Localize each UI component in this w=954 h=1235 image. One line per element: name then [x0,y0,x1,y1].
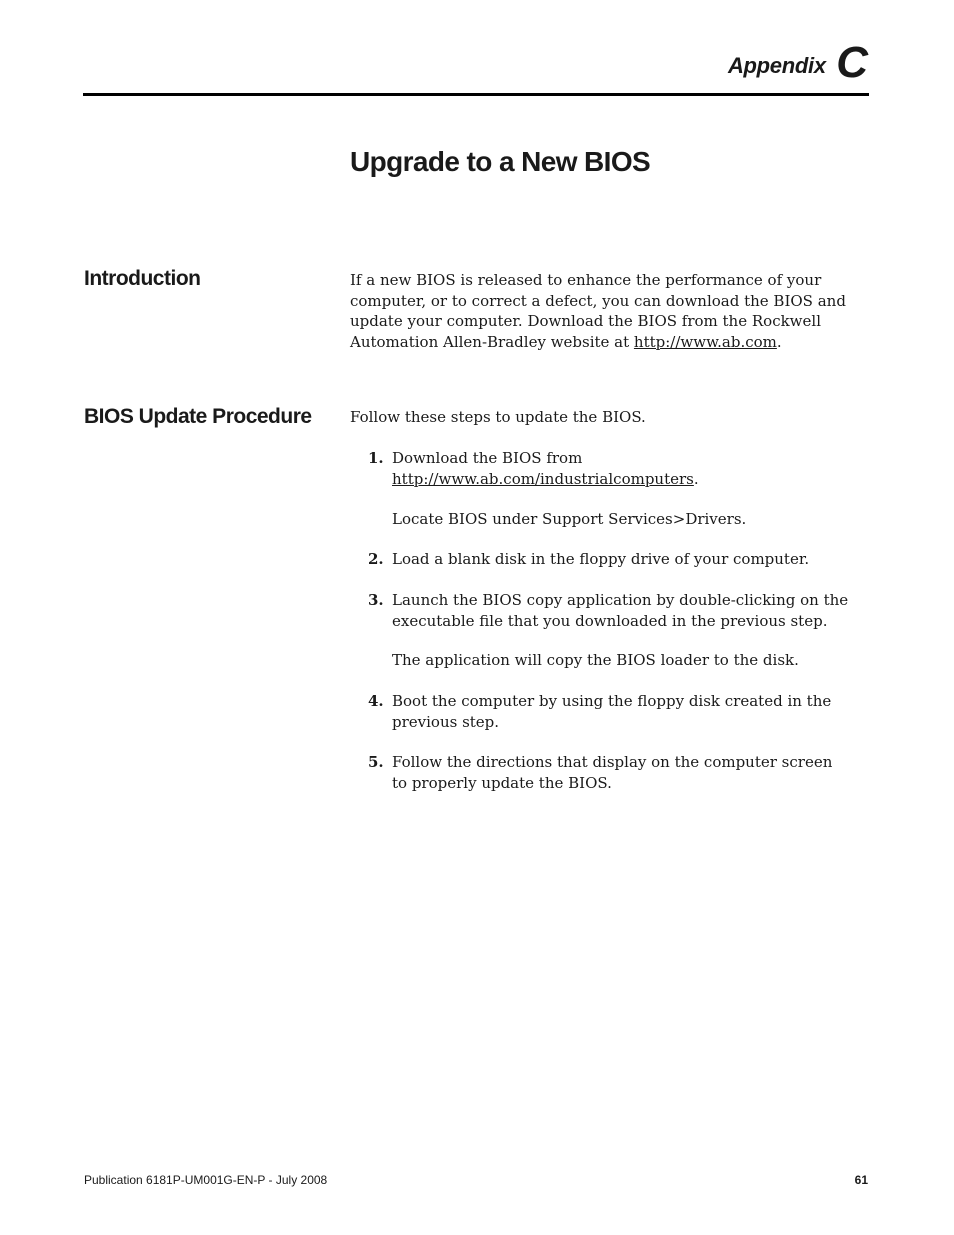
step-text: Launch the BIOS copy application by double-clicking on the executable file that you downloaded in the previous step. [392,591,849,630]
procedure-heading: BIOS Update Procedure [84,405,312,428]
introduction-text: If a new BIOS is released to enhance the performance of your computer, or to correct a defect, you can download the BIOS and update your computer. Download the BIOS from the Rockwell Automation Allen-Bradley website at [350,271,846,351]
step-number: 1. [368,449,384,467]
introduction-heading: Introduction [84,267,201,290]
appendix-label: Appendix [727,53,826,78]
step-number: 2. [368,550,384,568]
step-text: Follow the directions that display on the computer screen to properly update the BIOS. [392,753,833,792]
step-number: 3. [368,591,384,609]
step-number: 4. [368,692,384,710]
page-title: Upgrade to a New BIOS [350,146,651,177]
step-number: 5. [368,753,384,771]
appendix-header [727,34,868,87]
step-note: The application will copy the BIOS loader to the disk. [392,651,799,669]
introduction-paragraph [350,270,850,352]
step-note: Locate BIOS under Support Services>Drivers. [392,510,747,528]
procedure-intro: Follow these steps to update the BIOS. [350,408,646,426]
step-1-text: Download the BIOS from [392,449,583,467]
step-1-link-suffix: . [693,469,699,488]
step-text: Load a blank disk in the floppy drive of your computer. [392,550,810,568]
header-rule [83,93,869,96]
ab-website-link[interactable]: http://www.ab.com [633,332,777,351]
appendix-letter: C [836,38,868,87]
page-number: 61 [854,1173,868,1187]
publication-footer: Publication 6181P-UM001G-EN-P - July 2008 [84,1173,328,1187]
industrial-computers-link[interactable]: http://www.ab.com/industrialcomputers [392,469,694,488]
step-text: Boot the computer by using the floppy disk created in the previous step. [392,692,832,731]
introduction-text-end: . [776,332,782,351]
step-text [392,448,852,489]
